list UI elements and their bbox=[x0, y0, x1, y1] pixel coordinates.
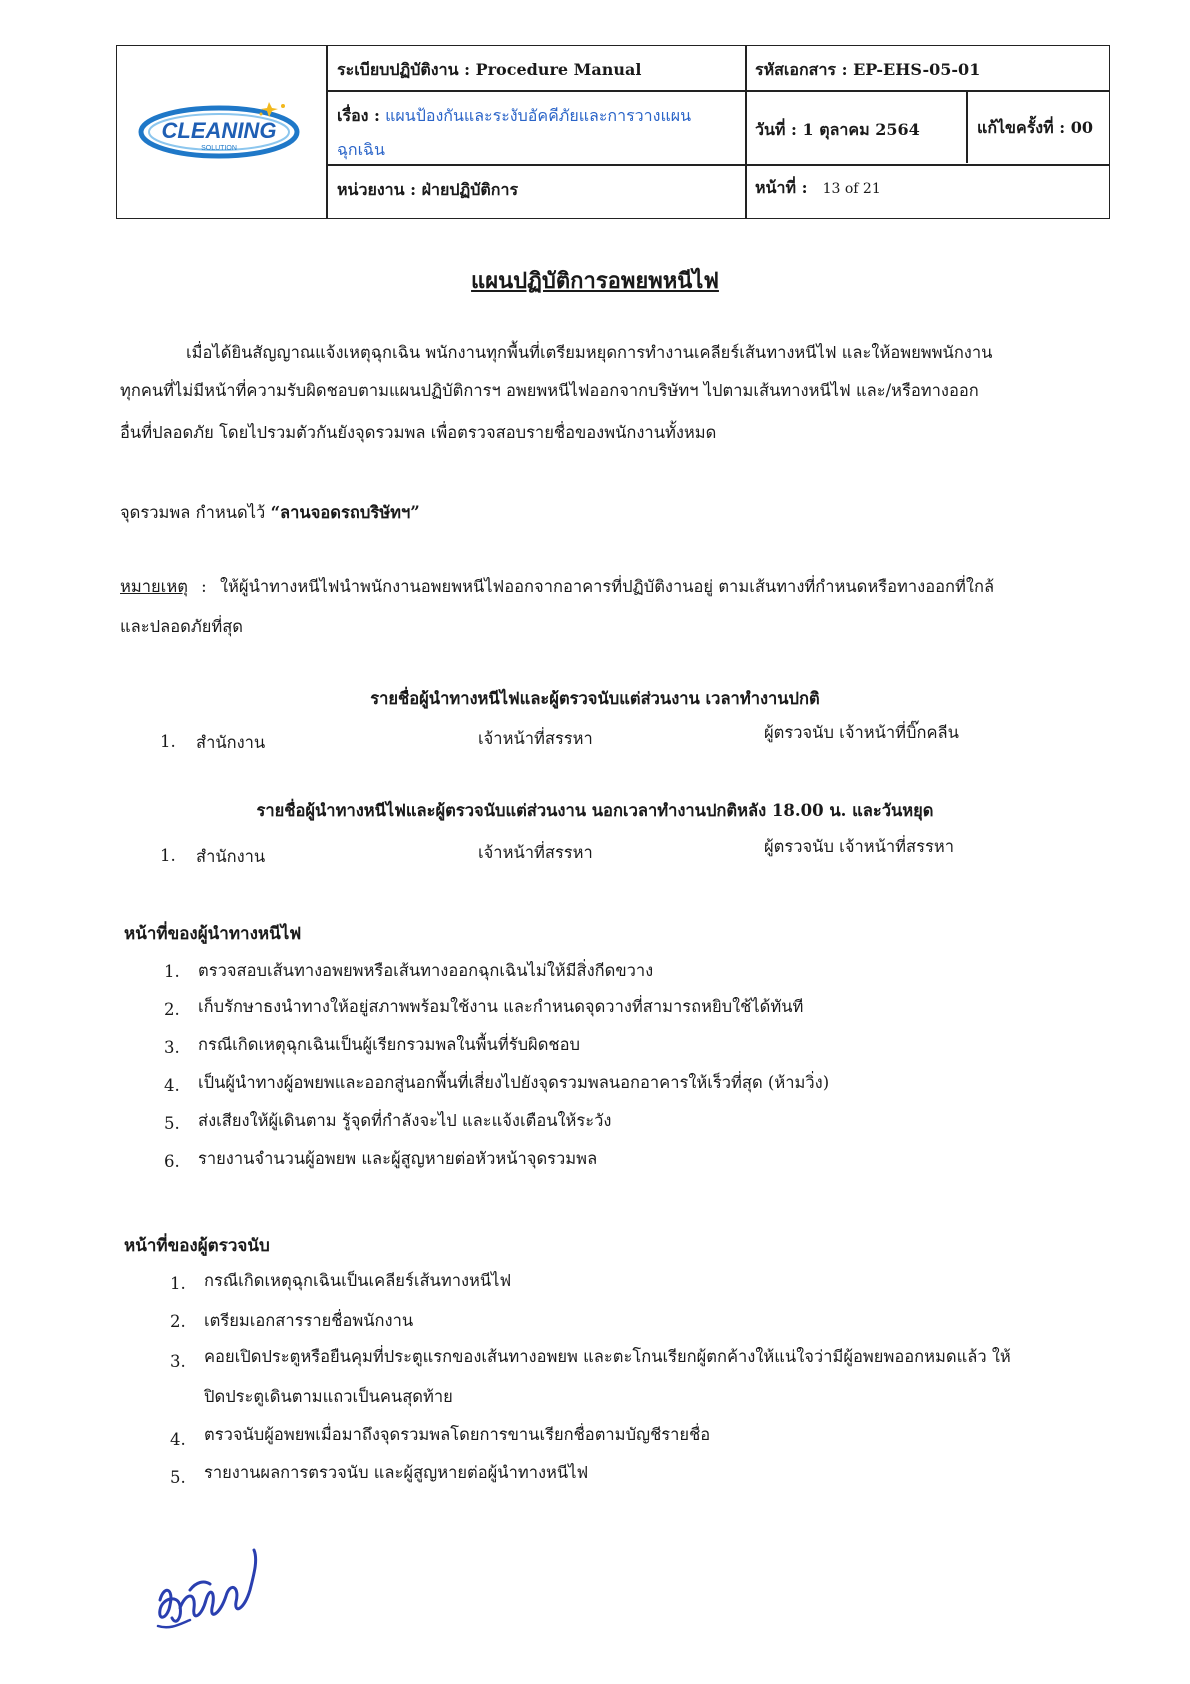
company-logo bbox=[137, 96, 307, 160]
subject-field bbox=[337, 104, 691, 129]
subject-label: เรื่อง : bbox=[337, 106, 380, 125]
procedure-title: ระเบียบปฏิบัติงาน : Procedure Manual bbox=[337, 60, 642, 79]
page-number-field bbox=[755, 176, 881, 201]
list-item-number: 2. bbox=[164, 1000, 180, 1019]
department-unit: หน่วยงาน : ฝ่ายปฏิบัติการ bbox=[337, 180, 519, 199]
page-label: หน้าที่ : bbox=[755, 178, 808, 197]
list-item: กรณีเกิดเหตุฉุกเฉินเป็นผู้เรียกรวมพลในพื้นที่รับผิดชอบ bbox=[198, 1035, 581, 1054]
list-item-number: 1. bbox=[170, 1274, 186, 1293]
list-item-number: 1. bbox=[164, 962, 180, 981]
leader-duties-heading: หน้าที่ของผู้นำทางหนีไฟ bbox=[124, 924, 302, 944]
note-colon: : bbox=[201, 577, 207, 596]
note-label: หมายเหตุ bbox=[120, 577, 188, 596]
list-item-number: 6. bbox=[164, 1152, 180, 1171]
svg-text:SOLUTION: SOLUTION bbox=[201, 145, 237, 152]
assembly-label: จุดรวมพล กำหนดไว้ bbox=[120, 503, 266, 522]
list-item: เตรียมเอกสารรายชื่อพนักงาน bbox=[204, 1311, 414, 1330]
intro-line-3: อื่นที่ปลอดภัย โดยไปรวมตัวกันยังจุดรวมพล เพื่อตรวจสอบรายชื่อของพนักงานทั้งหมด bbox=[120, 423, 717, 442]
row-department: สำนักงาน bbox=[196, 847, 266, 866]
list-item-continuation: ปิดประตูเดินตามแถวเป็นคนสุดท้าย bbox=[204, 1387, 453, 1406]
list-item-number: 4. bbox=[170, 1430, 186, 1449]
row-counter: ผู้ตรวจนับ เจ้าหน้าที่สรรหา bbox=[764, 837, 954, 856]
assembly-value: “ลานจอดรถบริษัทฯ” bbox=[270, 503, 420, 522]
list-item: เป็นผู้นำทางผู้อพยพและออกสู่นอกพื้นที่เสี่ยงไปยังจุดรวมพลนอกอาคารให้เร็วที่สุด (ห้ามวิ่ง) bbox=[198, 1073, 830, 1092]
assembly-point bbox=[120, 500, 420, 526]
intro-line-1: เมื่อได้ยินสัญญาณแจ้งเหตุฉุกเฉิน พนักงานทุกพื้นที่เตรียมหยุดการทำงานเคลียร์เส้นทางหนีไฟ และให้อพยพพนักงาน bbox=[186, 343, 993, 362]
document-code: รหัสเอกสาร : EP-EHS-05-01 bbox=[755, 60, 981, 79]
list-item-number: 3. bbox=[170, 1352, 186, 1371]
note-line-2: และปลอดภัยที่สุด bbox=[120, 617, 244, 636]
counter-duties-heading: หน้าที่ของผู้ตรวจนับ bbox=[124, 1236, 270, 1256]
document-header-table bbox=[116, 45, 1110, 219]
row-leader: เจ้าหน้าที่สรรหา bbox=[478, 729, 593, 748]
note-line-1 bbox=[120, 574, 994, 600]
issue-date: วันที่ : 1 ตุลาคม 2564 bbox=[755, 120, 920, 139]
page-title: แผนปฏิบัติการอพยพหนีไฟ bbox=[471, 268, 719, 294]
list-item: รายงานผลการตรวจนับ และผู้สูญหายต่อผู้นำทางหนีไฟ bbox=[204, 1463, 589, 1482]
list-item: ตรวจนับผู้อพยพเมื่อมาถึงจุดรวมพลโดยการขานเรียกชื่อตามบัญชีรายชื่อ bbox=[204, 1425, 711, 1444]
list-item-number: 5. bbox=[170, 1468, 186, 1487]
normal-hours-heading: รายชื่อผู้นำทางหนีไฟและผู้ตรวจนับแต่ส่วนงาน เวลาทำงานปกติ bbox=[370, 689, 820, 708]
intro-line-2: ทุกคนที่ไม่มีหน้าที่ความรับผิดชอบตามแผนปฏิบัติการฯ อพยพหนีไฟออกจากบริษัทฯ ไปตามเส้นทางหนีไฟ และ/หรือทางออก bbox=[120, 381, 979, 400]
row-number: 1. bbox=[160, 846, 176, 865]
list-item: ส่งเสียงให้ผู้เดินตาม รู้จุดที่กำลังจะไป และแจ้งเตือนให้ระวัง bbox=[198, 1111, 612, 1130]
subject-text: แผนป้องกันและระงับอัคคีภัยและการวางแผน bbox=[385, 106, 692, 125]
list-item: ตรวจสอบเส้นทางอพยพหรือเส้นทางออกฉุกเฉินไม่ให้มีสิ่งกีดขวาง bbox=[198, 961, 654, 980]
list-item: กรณีเกิดเหตุฉุกเฉินเป็นเคลียร์เส้นทางหนีไฟ bbox=[204, 1271, 512, 1290]
after-hours-heading: รายชื่อผู้นำทางหนีไฟและผู้ตรวจนับแต่ส่วนงาน นอกเวลาทำงานปกติหลัง 18.00 น. และวันหยุด bbox=[256, 801, 934, 820]
row-counter: ผู้ตรวจนับ เจ้าหน้าที่บิ๊กคลีน bbox=[764, 723, 959, 742]
list-item-number: 4. bbox=[164, 1076, 180, 1095]
list-item: เก็บรักษาธงนำทางให้อยู่สภาพพร้อมใช้งาน และกำหนดจุดวางที่สามารถหยิบใช้ได้ทันที bbox=[198, 997, 804, 1016]
revision-number: แก้ไขครั้งที่ : 00 bbox=[977, 118, 1093, 137]
svg-text:CLEANING: CLEANING bbox=[161, 118, 277, 143]
list-item-number: 2. bbox=[170, 1312, 186, 1331]
subject-text-cont: ฉุกเฉิน bbox=[337, 140, 385, 159]
list-item-number: 3. bbox=[164, 1038, 180, 1057]
page-number: 13 of 21 bbox=[822, 181, 881, 197]
handwritten-signature bbox=[150, 1530, 280, 1640]
list-item: คอยเปิดประตูหรือยืนคุมที่ประตูแรกของเส้นทางอพยพ และตะโกนเรียกผู้ตกค้างให้แน่ใจว่ามีผู้อพยพออกหมดแล้ว ให้ bbox=[204, 1347, 1011, 1366]
list-item-number: 5. bbox=[164, 1114, 180, 1133]
note-text: ให้ผู้นำทางหนีไฟนำพนักงานอพยพหนีไฟออกจากอาคารที่ปฏิบัติงานอยู่ ตามเส้นทางที่กำหนดหรือทางออกที่ใกล้ bbox=[219, 577, 995, 596]
row-number: 1. bbox=[160, 732, 176, 751]
list-item: รายงานจำนวนผู้อพยพ และผู้สูญหายต่อหัวหน้าจุดรวมพล bbox=[198, 1149, 598, 1168]
row-department: สำนักงาน bbox=[196, 733, 266, 752]
row-leader: เจ้าหน้าที่สรรหา bbox=[478, 843, 593, 862]
